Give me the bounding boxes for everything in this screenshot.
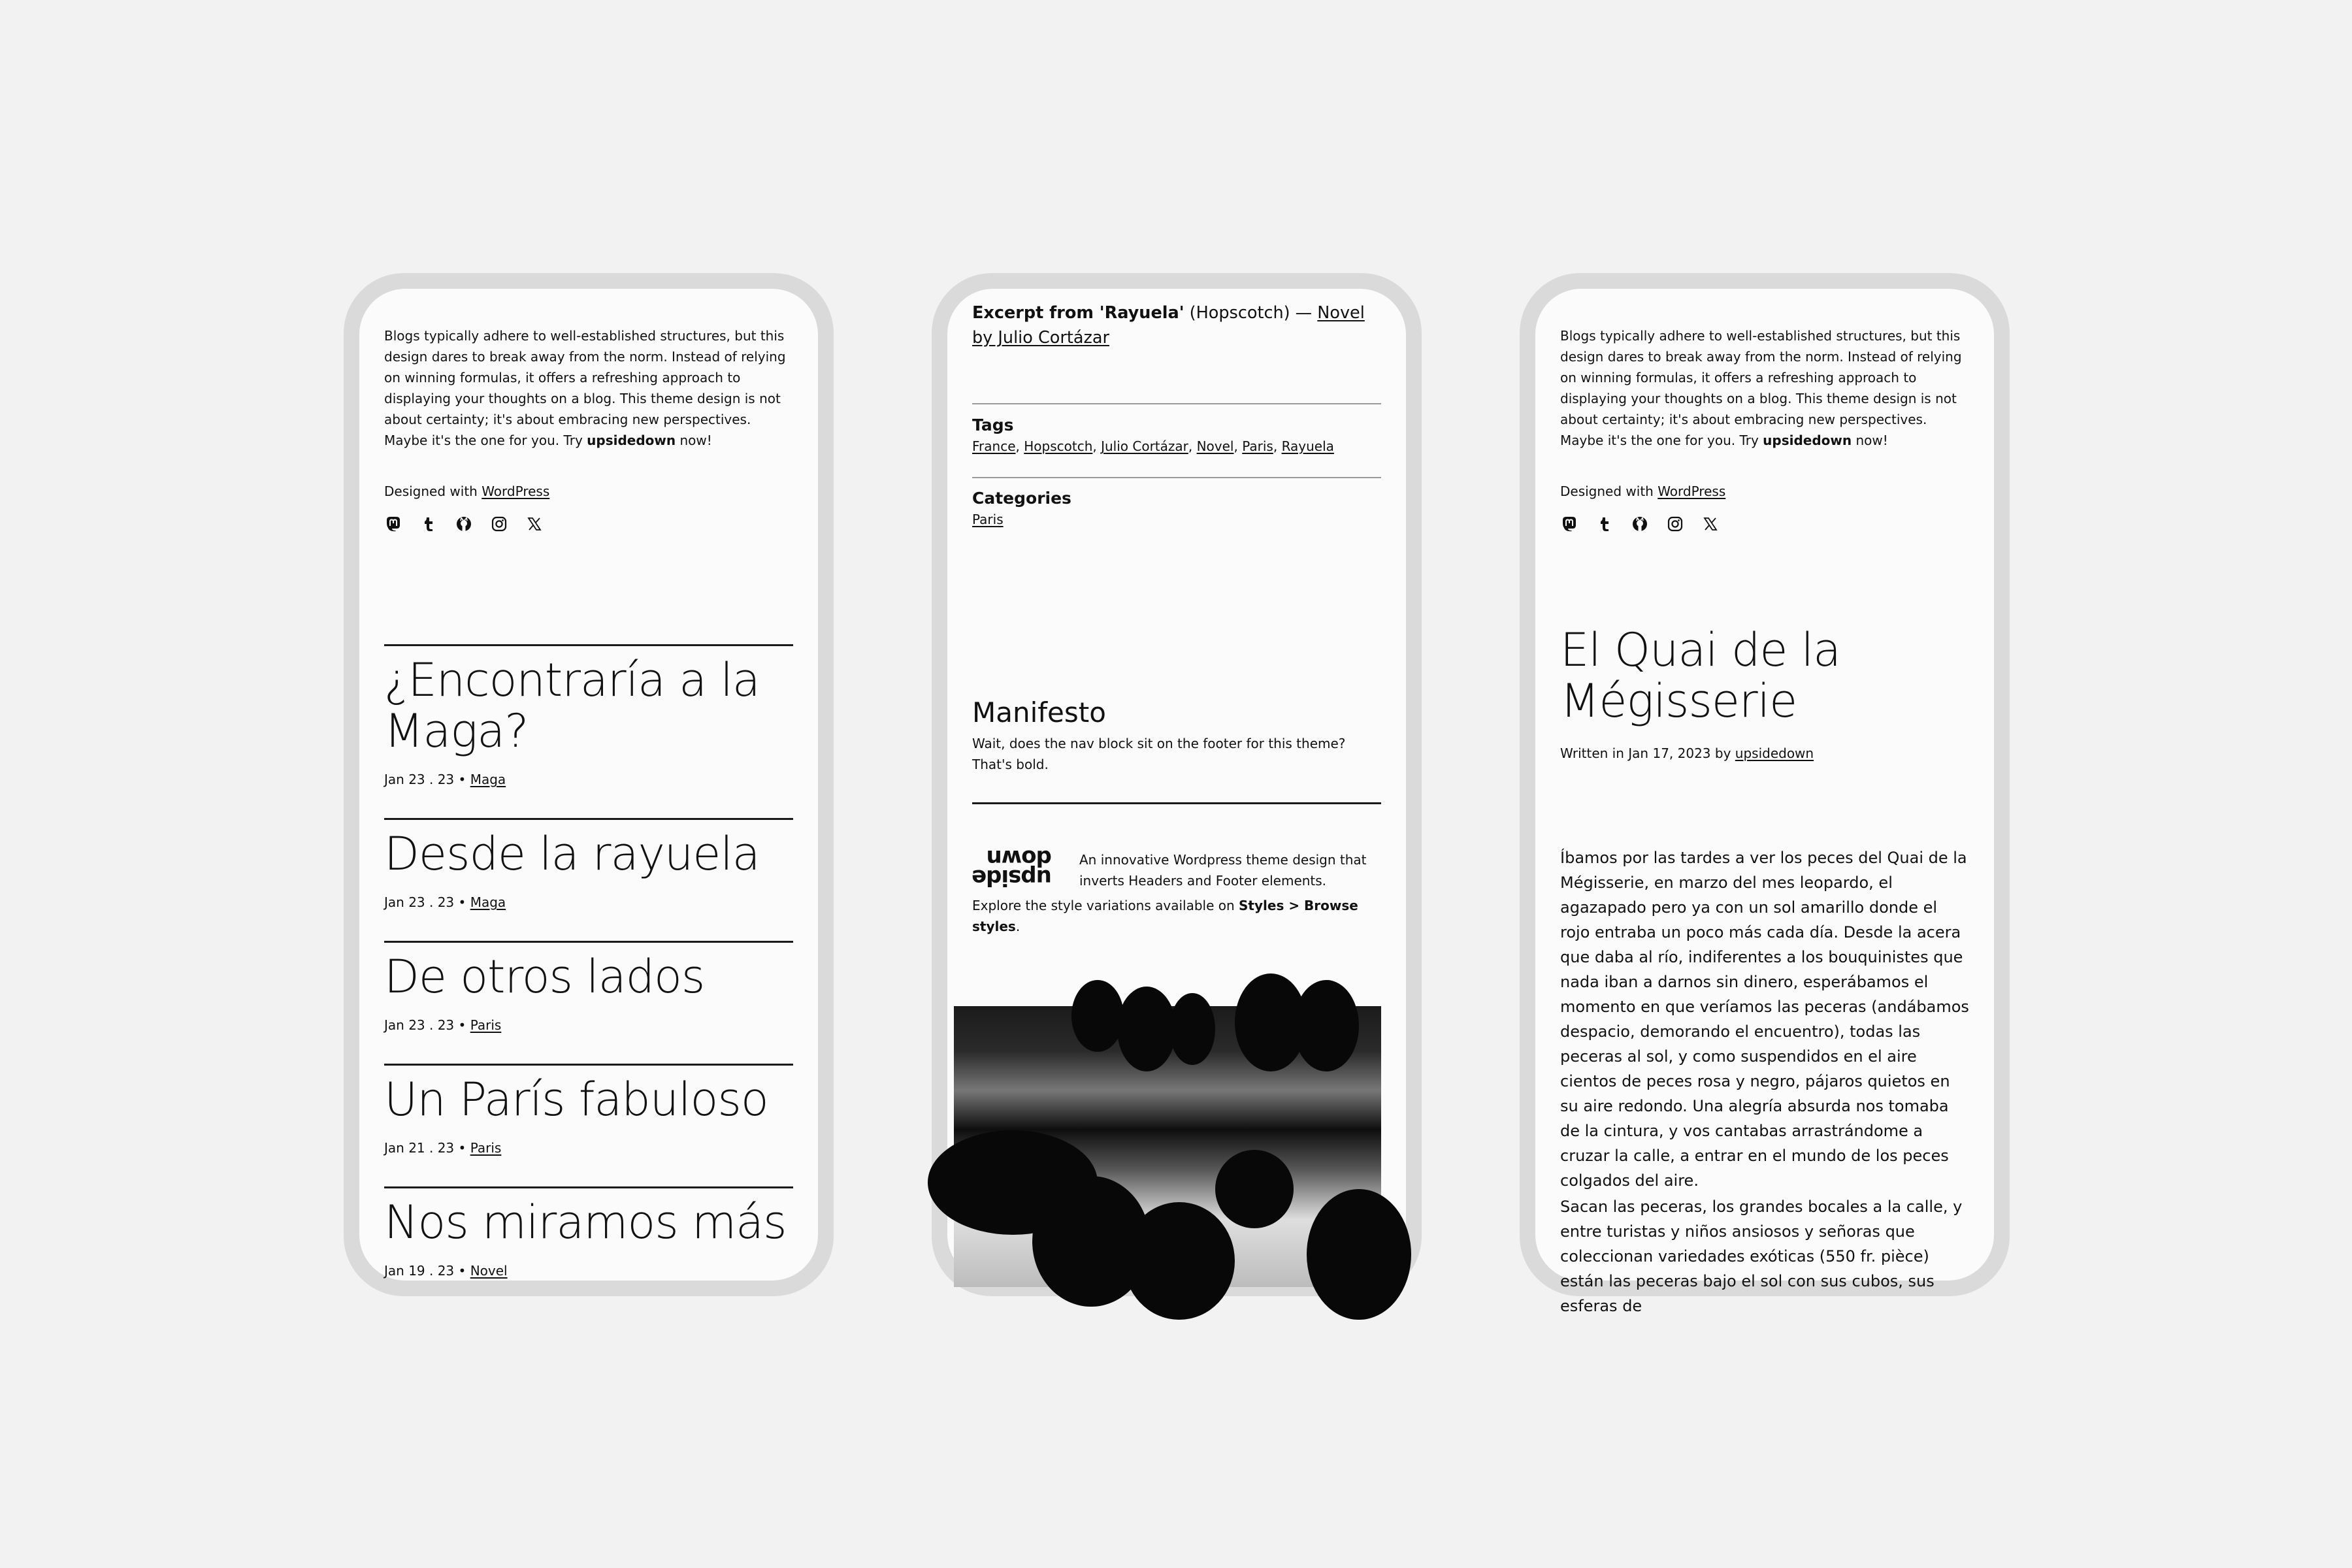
post-category-link[interactable]: Paris	[470, 1017, 502, 1033]
explore-suffix: .	[1015, 919, 1021, 934]
meta-separator: •	[458, 772, 466, 787]
post-meta	[384, 1015, 501, 1035]
explore-styles-text	[972, 895, 1381, 937]
categories-label: Categories	[972, 489, 1071, 508]
credit-prefix: Designed with	[384, 483, 482, 499]
author-link[interactable]: upsidedown	[1735, 745, 1814, 761]
github-icon[interactable]	[455, 515, 473, 533]
intro-text-end: now!	[676, 433, 712, 448]
post-divider	[384, 941, 793, 943]
intro-paragraph	[384, 325, 793, 451]
post-meta	[384, 892, 506, 912]
categories-list	[972, 510, 1381, 529]
photo-figure	[1169, 993, 1215, 1065]
photo-figure	[1117, 987, 1176, 1071]
theme-name: upsidedown	[587, 433, 676, 448]
novel-author-link[interactable]: Novel by Julio Cortázar	[972, 303, 1365, 348]
category-link[interactable]: Paris	[972, 512, 1004, 527]
post-category-link[interactable]: Novel	[470, 1263, 508, 1279]
post-date: Jan 23 . 23	[384, 772, 455, 787]
article-paragraph: Sacan las peceras, los grandes bocales a la calle, y entre turistas y niños ansiosos y señoras que coleccionan variedades exóticas (550 fr. pièce) están las peceras bajo el sol con sus cubos, sus esferas de	[1560, 1198, 1963, 1315]
meta-separator: •	[458, 1017, 466, 1033]
post-category-link[interactable]: Maga	[470, 894, 506, 910]
photo-tree	[1307, 1189, 1411, 1320]
post-title[interactable]: Desde la rayuela	[384, 827, 760, 881]
post-title[interactable]: Un París fabuloso	[384, 1073, 768, 1126]
phone-screen	[947, 289, 1406, 1281]
phone-mockup-footer	[932, 273, 1422, 1296]
post-divider	[384, 818, 793, 820]
logo-line: upside	[972, 864, 1052, 890]
excerpt-note: (Hopscotch) —	[1184, 303, 1318, 323]
mastodon-icon[interactable]	[384, 515, 402, 533]
post-title[interactable]: ¿Encontraría a la Maga?	[384, 653, 760, 758]
browse-styles-label: Browse styles	[972, 898, 1358, 934]
manifesto-heading: Manifesto	[972, 696, 1106, 728]
instagram-icon[interactable]	[490, 515, 508, 533]
phone-screen	[1535, 289, 1994, 1315]
tag-link[interactable]: Hopscotch	[1024, 438, 1093, 454]
upside-down-photo	[954, 1006, 1381, 1287]
intro-text: Blogs typically adhere to well-established structures, but this design dares to break away from the norm. Instead of relying on winning formulas, it offers a refreshing approach to displaying your thoughts on a blog. This theme design is not about certainty; it's about embracing new perspectives. Maybe it's the one for you. Try	[384, 328, 786, 448]
post-title[interactable]: Nos miramos más	[384, 1196, 787, 1249]
by-label: by	[1714, 745, 1731, 761]
theme-description: An innovative Wordpress theme design that inverts Headers and Footer elements.	[1079, 852, 1367, 889]
post-meta	[384, 1138, 501, 1158]
manifesto-text: Wait, does the nav block sit on the footer for this theme? That's bold.	[972, 736, 1346, 772]
post-divider	[384, 1186, 793, 1188]
github-icon[interactable]	[1631, 515, 1649, 533]
post-meta	[384, 770, 506, 789]
x-icon[interactable]	[1701, 515, 1720, 533]
tumblr-icon[interactable]	[1595, 515, 1614, 533]
wordpress-link[interactable]: WordPress	[482, 483, 550, 499]
tags-label: Tags	[972, 416, 1014, 434]
explore-prefix: Explore the style variations available on	[972, 898, 1239, 913]
photo-tree	[1124, 1202, 1235, 1320]
post-title[interactable]: De otros lados	[384, 950, 705, 1004]
tag-link[interactable]: Rayuela	[1281, 438, 1334, 454]
phone-mockup-post	[1520, 273, 2010, 1315]
designed-with-credit	[384, 481, 793, 502]
written-in-label: Written in	[1560, 745, 1624, 761]
path-separator: >	[1284, 898, 1305, 913]
article-title: El Quai de la Mégisserie	[1560, 623, 1841, 728]
meta-separator: •	[458, 1263, 466, 1279]
instagram-icon[interactable]	[1666, 515, 1684, 533]
tumblr-icon[interactable]	[419, 515, 438, 533]
excerpt-title: Excerpt from 'Rayuela'	[972, 303, 1184, 323]
post-category-link[interactable]: Maga	[470, 772, 506, 787]
upsidedown-logo	[972, 845, 1052, 890]
photo-tree	[1215, 1150, 1294, 1228]
section-divider	[972, 802, 1381, 804]
post-date: Jan 23 . 23	[384, 1017, 455, 1033]
post-date: Jan 19 . 23	[384, 1263, 455, 1279]
meta-separator: •	[458, 1140, 466, 1156]
post-category-link[interactable]: Paris	[470, 1140, 502, 1156]
excerpt-source	[972, 301, 1381, 350]
tag-link[interactable]: Julio Cortázar	[1101, 438, 1188, 454]
tag-link[interactable]: Paris	[1242, 438, 1273, 454]
article-paragraph: Íbamos por las tardes a ver los peces del Quai de la Mégisserie, en marzo del mes leopardo, el agazapado pero ya con un sol amarillo donde el rojo entraba un poco más cada día. Desde la acera que daba al río, indiferentes a los bouquinistes que nada iban a darnos sin dinero, esperábamos el momento en que veríamos las peceras (andábamos despacio, demorando el encuentro), todas las peceras al sol, y como suspendidos en el aire cientos de peces rosa y negro, pájaros quietos en su aire redondo. Una alegría absurda nos tomaba de la cintura, y vos cantabas arrastrándome a cruzar la calle, a entrar en el mundo de los peces colgados del aire.	[1560, 849, 1969, 1190]
x-icon[interactable]	[525, 515, 544, 533]
social-icons	[384, 515, 544, 533]
logo-line: down	[987, 845, 1052, 871]
theme-name: upsidedown	[1763, 433, 1852, 448]
phone-mockup-home	[344, 273, 834, 1296]
post-divider	[384, 644, 793, 646]
tags-list: France, Hopscotch, Julio Cortázar, Novel, Paris, Rayuela	[972, 438, 1334, 454]
tag-link[interactable]: Novel	[1196, 438, 1234, 454]
social-icons	[1560, 515, 1720, 533]
intro-text: Blogs typically adhere to well-established structures, but this design dares to break away from the norm. Instead of relying on winning formulas, it offers a refreshing approach to displaying your thoughts on a blog. This theme design is not about certainty; it's about embracing new perspectives. Maybe it's the one for you. Try	[1560, 328, 1962, 448]
meta-separator: •	[458, 894, 466, 910]
post-divider	[384, 1064, 793, 1066]
section-divider	[972, 403, 1381, 404]
post-meta	[384, 1261, 508, 1281]
wordpress-link[interactable]: WordPress	[1658, 483, 1726, 499]
tag-link[interactable]: France	[972, 438, 1016, 454]
credit-prefix: Designed with	[1560, 483, 1658, 499]
post-date: Jan 23 . 23	[384, 894, 455, 910]
intro-paragraph	[1560, 325, 1969, 451]
designed-with-credit	[1560, 481, 1969, 502]
intro-text-end: now!	[1852, 433, 1888, 448]
photo-figure	[1294, 980, 1359, 1071]
phone-screen	[359, 289, 818, 1281]
mastodon-icon[interactable]	[1560, 515, 1578, 533]
article-date: Jan 17, 2023	[1628, 745, 1711, 761]
photo-figure	[1071, 980, 1124, 1052]
post-date: Jan 21 . 23	[384, 1140, 455, 1156]
article-meta	[1560, 743, 1814, 763]
styles-label: Styles	[1239, 898, 1284, 913]
section-divider	[972, 477, 1381, 478]
